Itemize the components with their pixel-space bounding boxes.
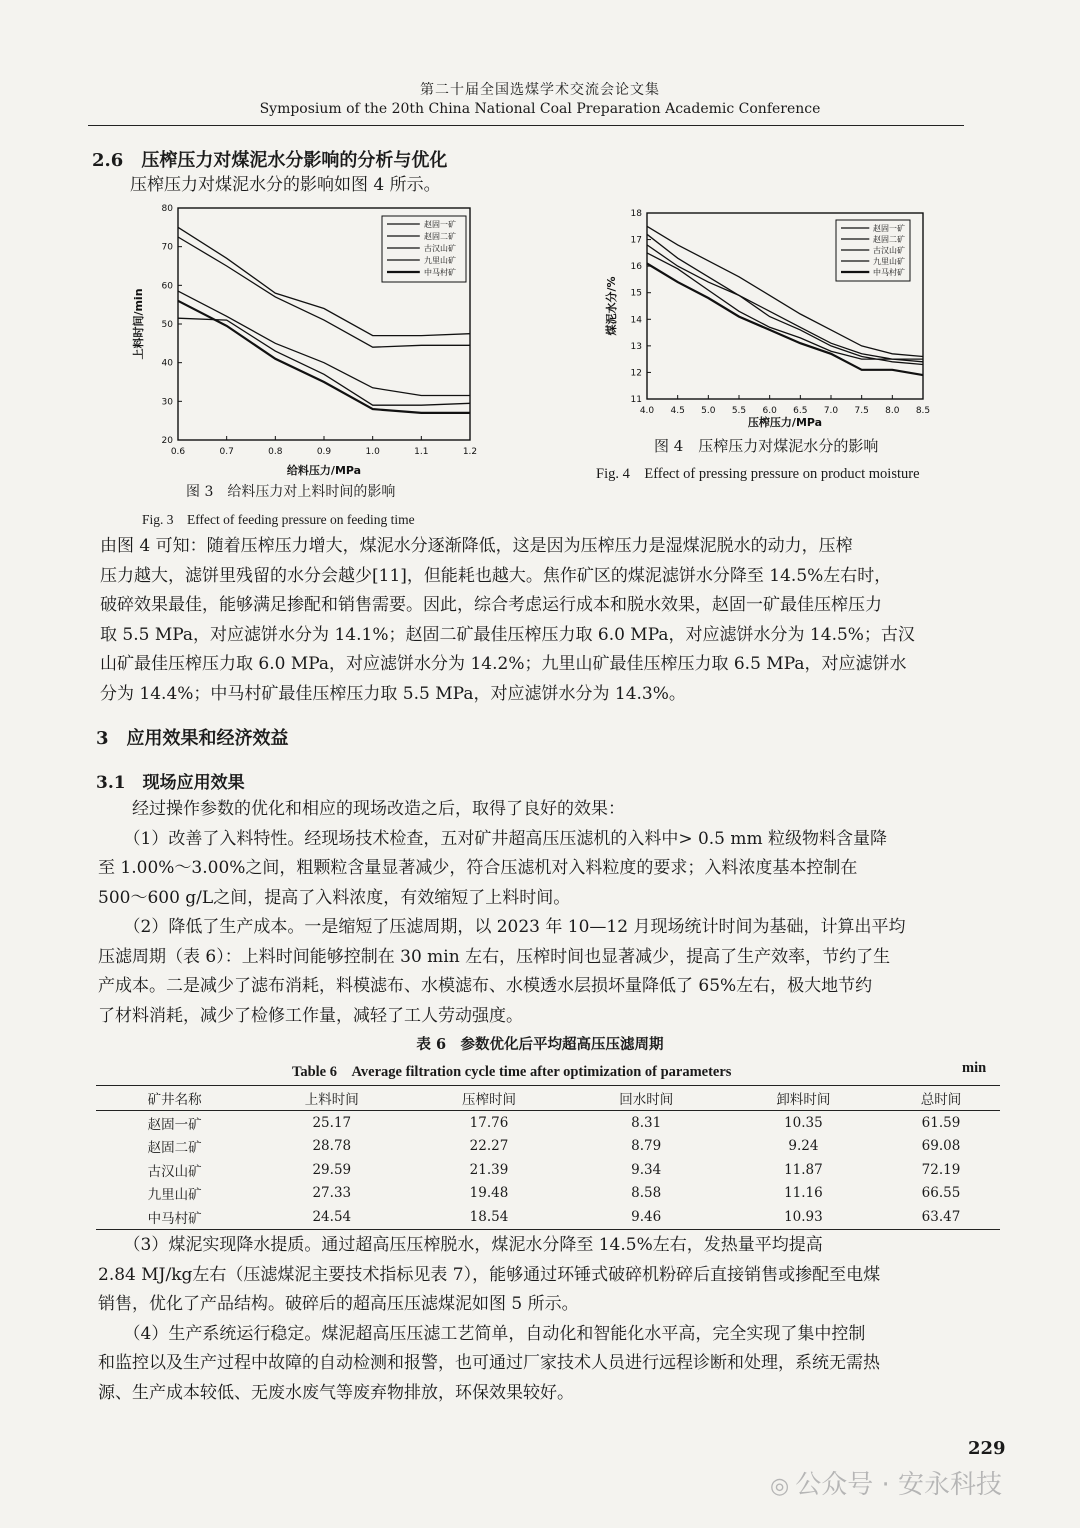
text-line: 和监控以及生产过程中故障的自动检测和报警，也可通过厂家技术人员进行远程诊断和处理，系统无需热 — [98, 1353, 880, 1373]
text-line: 取 5.5 MPa，对应滤饼水分为 14.1%；赵固二矿最佳压榨压力取 6.0 MPa，对应滤饼水分为 14.5%；古汉 — [100, 624, 915, 645]
table-6-caption-en: Table 6 Average filtration cycle time after optimization of parameters — [292, 1064, 732, 1080]
text-line: （3）煤泥实现降水提质。通过超高压压榨脱水，煤泥水分降至 14.5%左右，发热量平均提高 — [98, 1235, 823, 1255]
x-tick-label: 1.0 — [365, 447, 380, 457]
x-tick-label: 1.2 — [462, 447, 478, 457]
x-tick-label: 0.9 — [316, 447, 332, 457]
y-tick-label: 15 — [630, 288, 642, 299]
figure-3-chart — [128, 200, 488, 480]
y-tick-label: 18 — [630, 209, 642, 219]
watermark — [770, 1464, 1002, 1501]
table-cell: 中马村矿 — [96, 1205, 253, 1229]
table-row — [96, 1135, 1000, 1159]
table-cell: 8.31 — [631, 1114, 662, 1131]
watermark-text: 公众号 · 安永科技 — [795, 1470, 1002, 1500]
table-cell: 63.47 — [882, 1205, 1000, 1229]
table-cell: 8.58 — [631, 1185, 662, 1202]
text-line: 压力越大，滤饼里残留的水分会越少[11]，但能耗也越大。焦作矿区的煤泥滤饼水分降至 14.5%左右时， — [100, 565, 892, 586]
y-tick-label: 20 — [161, 436, 173, 446]
text-line: 压滤周期（表 6）：上料时间能够控制在 30 min 左右，压榨时间也显著减少，提高了生产效率，节约了生 — [98, 946, 891, 967]
x-tick-label: 0.8 — [268, 447, 283, 457]
column-header: 回水时间 — [568, 1086, 725, 1111]
text-line: 山矿最佳压榨压力取 6.0 MPa，对应滤饼水分为 14.2%；九里山矿最佳压榨压力取 6.5 MPa，对应滤饼水 — [100, 654, 907, 674]
table-cell: 9.34 — [631, 1161, 662, 1178]
x-tick-label: 5.0 — [701, 406, 716, 416]
paragraph-fig4-analysis — [100, 532, 984, 709]
legend-label: 九里山矿 — [424, 256, 456, 265]
table-row — [96, 1205, 1000, 1229]
section-3-1-title: 3.1 现场应用效果 — [96, 773, 245, 793]
text-line: 至 1.00%～3.00%之间，粗颗粒含量显著减少，符合压滤机对入料粒度的要求；入料浓度基本控制在 — [98, 858, 858, 878]
paragraph-after-table — [98, 1231, 998, 1408]
text-line: 由图 4 可知：随着压榨压力增大，煤泥水分逐渐降低，这是因为压榨压力是湿煤泥脱水的动力，压榨 — [100, 536, 853, 556]
text-line: （1）改善了入料特性。经现场技术检查，五对矿井超高压压滤机的入料中> 0.5 mm 粒级物料含量降 — [98, 828, 888, 849]
y-axis-label: 煤泥水分/% — [605, 276, 618, 336]
legend-label: 中马村矿 — [873, 268, 905, 277]
x-tick-label: 4.5 — [670, 406, 685, 416]
y-tick-label: 30 — [161, 397, 173, 408]
figure-4-caption-cn: 图 4 压榨压力对煤泥水分的影响 — [654, 437, 879, 455]
legend-label: 古汉山矿 — [873, 246, 905, 255]
legend-label: 九里山矿 — [873, 257, 905, 266]
figure-4-chart — [600, 204, 950, 436]
legend-label: 赵固二矿 — [873, 235, 905, 244]
table-6-caption-cn: 表 6 参数优化后平均超高压压滤周期 — [416, 1036, 664, 1053]
table-cell: 27.33 — [312, 1185, 352, 1202]
table-cell: 九里山矿 — [147, 1187, 202, 1204]
column-header: 上料时间 — [253, 1086, 410, 1111]
table-6 — [96, 1085, 1000, 1230]
table-cell: 22.27 — [469, 1138, 509, 1155]
running-header-en: Symposium of the 20th China National Coal Preparation Academic Conference — [259, 101, 821, 117]
text-line: （2）降低了生产成本。一是缩短了压滤周期，以 2023 年 10—12 月现场统计时间为基础，计算出平均 — [98, 917, 906, 937]
y-tick-label: 70 — [161, 242, 173, 253]
table-cell: 10.93 — [725, 1205, 882, 1229]
table-cell: 11.16 — [784, 1185, 823, 1202]
column-header: 压榨时间 — [410, 1086, 567, 1111]
table-cell: 赵固二矿 — [147, 1140, 202, 1157]
table-cell: 赵固一矿 — [147, 1116, 202, 1133]
table-cell: 18.54 — [410, 1205, 567, 1229]
table-cell: 9.24 — [788, 1138, 819, 1155]
text-line: 源、生产成本较低、无废水废气等废弃物排放，环保效果较好。 — [98, 1382, 574, 1403]
text-line: 经过操作参数的优化和相应的现场改造之后，取得了良好的效果： — [98, 799, 625, 819]
y-tick-label: 50 — [161, 320, 173, 330]
x-tick-label: 7.5 — [854, 406, 869, 416]
text-line: 2.84 MJ/kg左右（压滤煤泥主要技术指标见表 7），能够通过环锤式破碎机粉碎后直接销售或掺配至电煤 — [98, 1264, 881, 1285]
legend-label: 古汉山矿 — [424, 244, 456, 253]
x-tick-label: 0.7 — [219, 447, 234, 457]
table-cell: 21.39 — [469, 1161, 509, 1178]
column-header: 卸料时间 — [725, 1086, 882, 1111]
legend-label: 赵固一矿 — [873, 224, 905, 233]
y-tick-label: 40 — [161, 358, 173, 369]
y-tick-label: 16 — [630, 262, 642, 273]
table-row — [96, 1182, 1000, 1206]
x-tick-label: 1.1 — [414, 447, 429, 457]
wechat-icon: ◎ — [770, 1474, 790, 1499]
y-axis-label: 上料时间/min — [132, 288, 145, 360]
y-tick-label: 14 — [630, 315, 642, 326]
x-tick-label: 6.0 — [762, 406, 777, 416]
text-line: 了材料消耗，减少了检修工作量，减轻了工人劳动强度。 — [98, 1005, 523, 1026]
table-cell: 66.55 — [921, 1185, 961, 1202]
table-cell: 72.19 — [921, 1161, 961, 1178]
y-tick-label: 80 — [161, 204, 173, 214]
table-header-row — [96, 1086, 1000, 1111]
y-tick-label: 12 — [630, 368, 642, 379]
table-cell: 10.35 — [784, 1114, 823, 1131]
y-tick-label: 13 — [630, 341, 642, 352]
table-6-unit: min — [962, 1060, 987, 1076]
table-cell: 29.59 — [312, 1161, 352, 1178]
legend-label: 赵固一矿 — [424, 220, 456, 229]
y-tick-label: 17 — [630, 235, 642, 246]
y-tick-label: 11 — [630, 395, 642, 405]
x-tick-label: 8.0 — [885, 406, 900, 416]
series-line — [178, 291, 470, 395]
x-tick-label: 5.5 — [731, 406, 747, 416]
series-line — [178, 318, 470, 405]
figure-3-caption-en: Fig. 3 Effect of feeding pressure on feeding time — [142, 512, 415, 527]
x-tick-label: 6.5 — [793, 406, 808, 416]
text-line: 分为 14.4%；中马村矿最佳压榨压力取 5.5 MPa，对应滤饼水分为 14.3%。 — [100, 683, 686, 704]
figure-3-caption-cn: 图 3 给料压力对上料时间的影响 — [186, 484, 396, 500]
column-header: 总时间 — [882, 1086, 1000, 1111]
table-row — [96, 1158, 1000, 1182]
table-cell: 古汉山矿 — [147, 1163, 202, 1180]
table-cell: 24.54 — [253, 1205, 410, 1229]
x-tick-label: 7.0 — [823, 406, 839, 416]
table-cell: 25.17 — [312, 1114, 352, 1131]
table-cell: 17.76 — [469, 1114, 509, 1131]
page-number: 229 — [968, 1438, 1006, 1459]
legend-label: 赵固二矿 — [424, 232, 456, 241]
section-3-title: 3 应用效果和经济效益 — [96, 728, 289, 749]
section-2-6-intro: 压榨压力对煤泥水分的影响如图 4 所示。 — [130, 175, 441, 195]
table-cell: 28.78 — [312, 1138, 352, 1155]
text-line: （4）生产系统运行稳定。煤泥超高压压滤工艺简单，自动化和智能化水平高，完全实现了集中控制 — [98, 1323, 866, 1344]
x-tick-label: 4.0 — [639, 406, 655, 416]
header-rule — [88, 125, 964, 126]
table-cell: 9.46 — [568, 1205, 725, 1229]
section-2-6-title: 2.6 压榨压力对煤泥水分影响的分析与优化 — [92, 150, 448, 171]
x-tick-label: 8.5 — [915, 406, 931, 416]
section-3-1-body — [98, 795, 984, 1031]
legend-label: 中马村矿 — [424, 268, 456, 277]
text-line: 销售，优化了产品结构。破碎后的超高压压滤煤泥如图 5 所示。 — [98, 1294, 579, 1314]
text-line: 破碎效果最佳，能够满足掺配和销售需要。因此，综合考虑运行成本和脱水效果，赵固一矿最佳压榨压力 — [100, 595, 882, 615]
running-header-cn: 第二十届全国选煤学术交流会论文集 — [420, 82, 660, 98]
text-line: 产成本。二是减少了滤布消耗，料模滤布、水模滤布、水模透水层损坏量降低了 65%左右，极大地节约 — [98, 976, 873, 996]
figure-4-caption-en: Fig. 4 Effect of pressing pressure on product moisture — [596, 466, 920, 482]
x-axis-label: 给料压力/MPa — [286, 464, 362, 477]
table-cell: 11.87 — [784, 1161, 823, 1178]
table-cell: 19.48 — [469, 1185, 509, 1202]
x-axis-label: 压榨压力/MPa — [747, 416, 823, 429]
y-tick-label: 60 — [161, 281, 173, 292]
table-cell: 8.79 — [631, 1138, 662, 1155]
table-row — [96, 1111, 1000, 1135]
x-tick-label: 0.6 — [170, 447, 186, 457]
table-cell: 69.08 — [921, 1138, 961, 1155]
table-cell: 61.59 — [921, 1114, 961, 1131]
text-line: 500～600 g/L之间，提高了入料浓度，有效缩短了上料时间。 — [98, 887, 571, 908]
column-header: 矿井名称 — [96, 1086, 253, 1111]
